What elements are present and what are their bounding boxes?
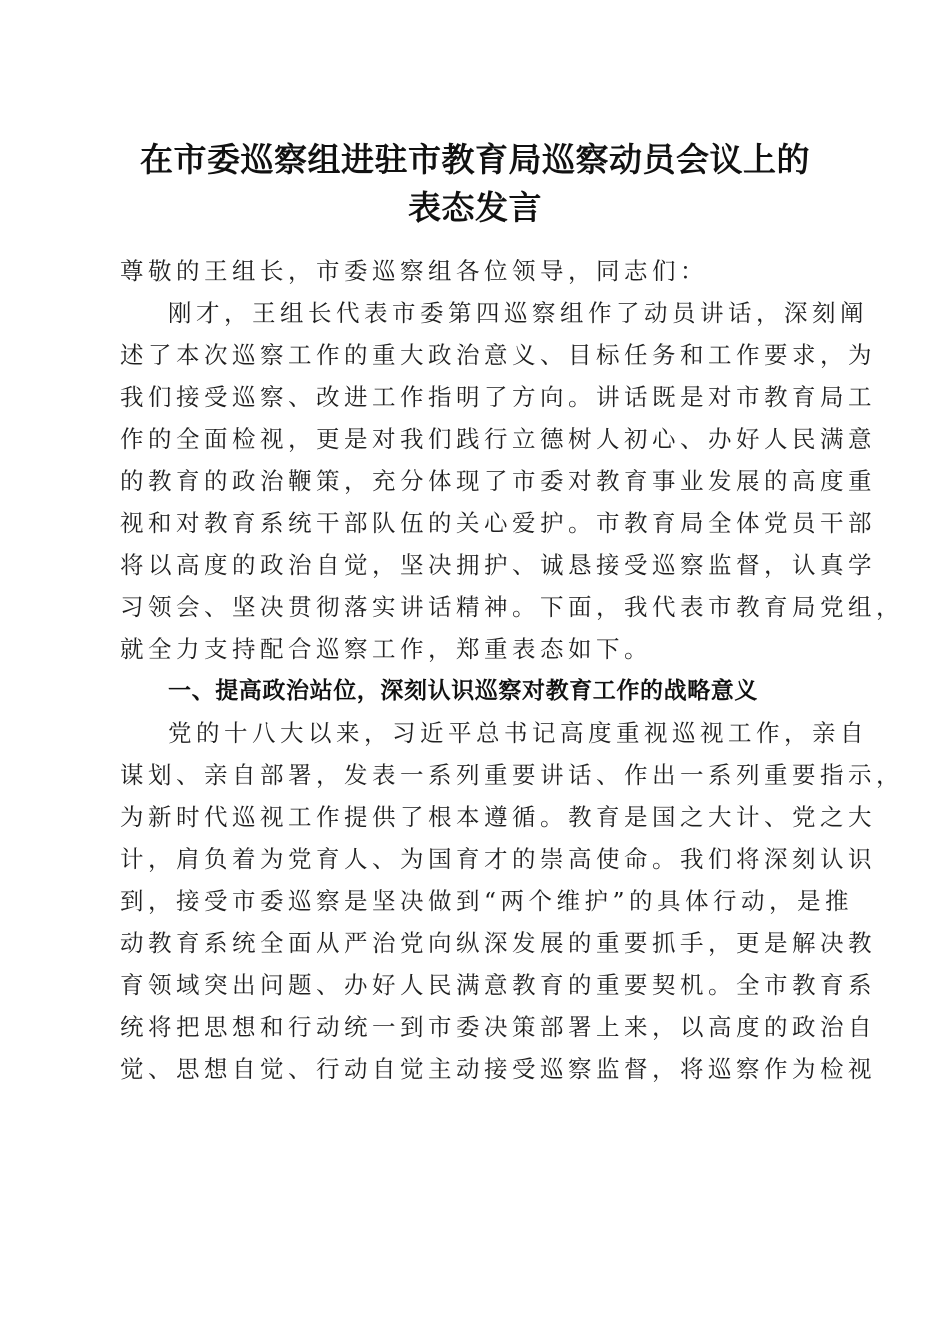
paragraph-2-line: 统将把思想和行动统一到市委决策部署上来，以高度的政治自 (120, 1013, 876, 1041)
paragraph-1-line: 我们接受巡察、改进工作指明了方向。讲话既是对市教育局工 (120, 383, 876, 411)
paragraph-1-line: 述了本次巡察工作的重大政治意义、目标任务和工作要求，为 (120, 341, 876, 369)
paragraph-2-line: 动教育系统全面从严治党向纵深发展的重要抓手，更是解决教 (120, 929, 876, 957)
title-line-2: 表态发言 (408, 188, 542, 227)
paragraph-1-line: 就全力支持配合巡察工作，郑重表态如下。 (120, 635, 652, 663)
paragraph-1-line: 刚才，王组长代表市委第四巡察组作了动员讲话，深刻阐 (168, 299, 868, 327)
section-heading-1: 一、提高政治站位，深刻认识巡察对教育工作的战略意义 (168, 678, 758, 704)
paragraph-2-line: 计，肩负着为党育人、为国育才的崇高使命。我们将深刻认识 (120, 845, 876, 873)
document-body (120, 250, 904, 1090)
paragraph-1-line: 的教育的政治鞭策，充分体现了市委对教育事业发展的高度重 (120, 467, 876, 495)
paragraph-2-line: 谋划、亲自部署，发表一系列重要讲话、作出一系列重要指示， (120, 761, 904, 789)
paragraph-1-line: 视和对教育系统干部队伍的关心爱护。市教育局全体党员干部 (120, 509, 876, 537)
paragraph-2-line: 到，接受市委巡察是坚决做到“两个维护”的具体行动，是推 (120, 887, 854, 915)
document-title (110, 136, 840, 232)
paragraph-1-line: 将以高度的政治自觉，坚决拥护、诚恳接受巡察监督，认真学 (120, 551, 876, 579)
paragraph-1-line: 作的全面检视，更是对我们践行立德树人初心、办好人民满意 (120, 425, 876, 453)
paragraph-2-line: 党的十八大以来，习近平总书记高度重视巡视工作，亲自 (168, 719, 868, 747)
paragraph-2-line: 育领域突出问题、办好人民满意教育的重要契机。全市教育系 (120, 971, 876, 999)
paragraph-1-line: 习领会、坚决贯彻落实讲话精神。下面，我代表市教育局党组， (120, 593, 904, 621)
paragraph-2-line: 觉、思想自觉、行动自觉主动接受巡察监督，将巡察作为检视 (120, 1055, 876, 1083)
salutation: 尊敬的王组长，市委巡察组各位领导，同志们： (120, 257, 708, 285)
paragraph-2-line: 为新时代巡视工作提供了根本遵循。教育是国之大计、党之大 (120, 803, 876, 831)
title-line-1: 在市委巡察组进驻市教育局巡察动员会议上的 (140, 140, 810, 179)
